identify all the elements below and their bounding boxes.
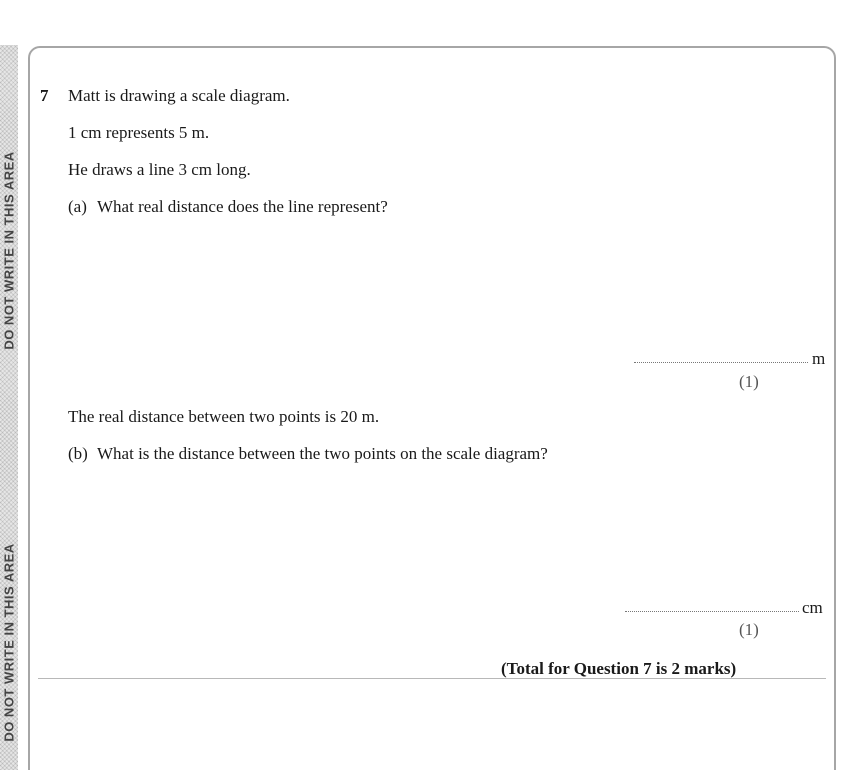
part-b-question: What is the distance between the two points on the scale diagram? bbox=[97, 444, 548, 463]
line-statement: He draws a line 3 cm long. bbox=[68, 160, 251, 179]
question-intro: Matt is drawing a scale diagram. bbox=[68, 86, 290, 105]
part-b-label: (b) bbox=[68, 444, 88, 463]
part-a-answer-line[interactable] bbox=[634, 362, 808, 363]
part-a-marks: (1) bbox=[739, 372, 759, 391]
part-b-unit: cm bbox=[802, 598, 823, 617]
question-number: 7 bbox=[40, 86, 49, 105]
margin-warning-top bbox=[0, 130, 18, 370]
part-b-answer-line[interactable] bbox=[625, 611, 799, 612]
margin-warning-top-text: DO NOT WRITE IN THIS AREA bbox=[1, 150, 17, 350]
scale-statement: 1 cm represents 5 m. bbox=[68, 123, 210, 142]
part-a-label: (a) bbox=[68, 197, 87, 216]
margin-warning-bottom-text: DO NOT WRITE IN THIS AREA bbox=[1, 543, 17, 742]
question-end-rule bbox=[38, 678, 826, 679]
given-distance: The real distance between two points is 20 m. bbox=[68, 407, 380, 426]
part-b-marks: (1) bbox=[739, 620, 759, 639]
margin-warning-bottom bbox=[0, 515, 18, 770]
question-total: (Total for Question 7 is 2 marks) bbox=[501, 659, 737, 678]
part-a-unit: m bbox=[812, 349, 826, 368]
part-a-question: What real distance does the line represent? bbox=[97, 197, 388, 216]
